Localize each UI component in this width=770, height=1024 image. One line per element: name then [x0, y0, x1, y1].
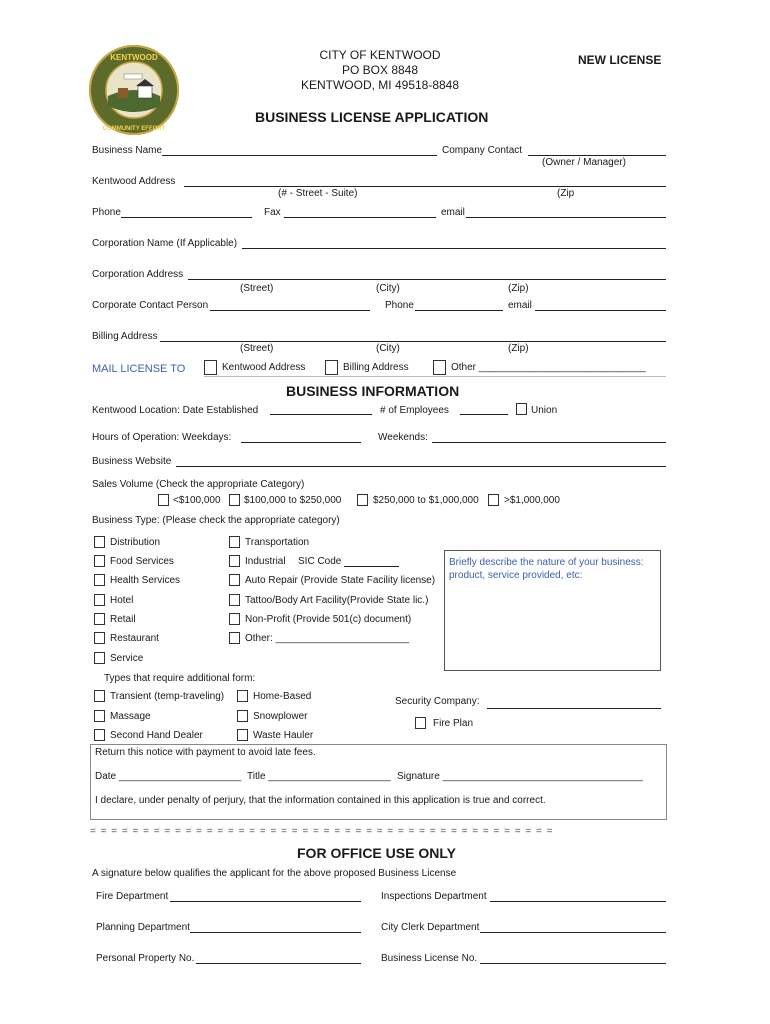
corporate-contact-field[interactable] — [210, 310, 370, 311]
mail-billing-checkbox[interactable] — [325, 360, 338, 375]
signature-field[interactable]: Signature ____________________________________ — [397, 771, 643, 782]
inspections-field[interactable] — [490, 901, 666, 902]
corporation-name-label: Corporation Name (If Applicable) — [92, 238, 238, 249]
city-clerk-label: City Clerk Department — [381, 922, 480, 933]
type-hotel-label: Hotel — [110, 595, 134, 606]
sic-code-field[interactable] — [344, 566, 399, 567]
type-transportation-checkbox[interactable] — [229, 536, 240, 548]
corporation-address-field[interactable] — [188, 279, 666, 280]
type-other-checkbox[interactable] — [229, 632, 240, 644]
mail-options-rule — [204, 376, 666, 377]
home-based-label: Home-Based — [253, 691, 312, 702]
type-restaurant-checkbox[interactable] — [94, 632, 105, 644]
phone-label: Phone — [92, 207, 121, 218]
massage-checkbox[interactable] — [94, 710, 105, 722]
union-checkbox[interactable] — [516, 403, 527, 415]
phone-label-2: Phone — [385, 300, 414, 311]
inspections-label: Inspections Department — [381, 891, 487, 902]
type-retail-label: Retail — [110, 614, 136, 625]
personal-property-field[interactable] — [196, 963, 361, 964]
type-transportation-label: Transportation — [245, 537, 310, 548]
corporation-address-label: Corporation Address — [92, 269, 184, 280]
owner-manager-hint: (Owner / Manager) — [542, 157, 626, 168]
type-non-profit-label: Non-Profit (Provide 501(c) document) — [245, 614, 412, 625]
website-label: Business Website — [92, 456, 172, 467]
zip-hint-2: (Zip) — [508, 283, 529, 294]
city-hint-2: (City) — [376, 343, 400, 354]
street-hint: (Street) — [240, 283, 274, 294]
signature-date-field[interactable]: Date ______________________ — [95, 771, 242, 782]
type-industrial-checkbox[interactable] — [229, 555, 240, 567]
fire-plan-checkbox[interactable] — [415, 717, 426, 729]
sales-volume-label: Sales Volume (Check the appropriate Category) — [92, 479, 305, 490]
snowplower-label: Snowplower — [253, 711, 308, 722]
sales-over-1m-checkbox[interactable] — [488, 494, 499, 506]
employees-label: # of Employees — [380, 405, 449, 416]
city-name: CITY OF KENTWOOD — [319, 48, 441, 62]
planning-field[interactable] — [190, 932, 361, 933]
type-food-services-label: Food Services — [110, 556, 174, 567]
business-type-label: Business Type: (Please check the appropriate category) — [92, 515, 340, 526]
mail-kentwood-label: Kentwood Address — [222, 362, 306, 373]
additional-form-label: Types that require additional form: — [104, 673, 256, 684]
type-auto-repair-label: Auto Repair (Provide State Facility license) — [245, 575, 436, 586]
snowplower-checkbox[interactable] — [237, 710, 248, 722]
transient-checkbox[interactable] — [94, 690, 105, 702]
type-other-label: Other: ________________________ — [245, 633, 410, 644]
type-health-services-label: Health Services — [110, 575, 181, 586]
business-info-heading: BUSINESS INFORMATION — [286, 383, 460, 399]
office-use-heading: FOR OFFICE USE ONLY — [297, 845, 456, 861]
mail-license-to-label: MAIL LICENSE TO — [92, 363, 186, 375]
type-auto-repair-checkbox[interactable] — [229, 574, 240, 586]
type-industrial-label: Industrial — [245, 556, 286, 567]
second-hand-label: Second Hand Dealer — [110, 730, 203, 741]
employees-field[interactable] — [460, 414, 508, 415]
billing-address-label: Billing Address — [92, 331, 158, 342]
sales-250k-1m-checkbox[interactable] — [357, 494, 368, 506]
corporation-name-field[interactable] — [242, 248, 666, 249]
type-tattoo-checkbox[interactable] — [229, 594, 240, 606]
weekends-label: Weekends: — [378, 432, 428, 443]
sales-over-1m-label: >$1,000,000 — [504, 495, 560, 506]
zip-hint-3: (Zip) — [508, 343, 529, 354]
sales-100k-250k-label: $100,000 to $250,000 — [244, 495, 342, 506]
type-retail-checkbox[interactable] — [94, 613, 105, 625]
phone-field[interactable] — [121, 217, 252, 218]
website-field[interactable] — [176, 466, 666, 467]
phone-field-2[interactable] — [415, 310, 503, 311]
kentwood-address-label: Kentwood Address — [92, 176, 176, 187]
waste-hauler-label: Waste Hauler — [253, 730, 314, 741]
type-restaurant-label: Restaurant — [110, 633, 159, 644]
zip-hint: (Zip — [557, 188, 575, 199]
sales-250k-1m-label: $250,000 to $1,000,000 — [373, 495, 479, 506]
security-company-label: Security Company: — [395, 696, 480, 707]
company-contact-label: Company Contact — [442, 145, 523, 156]
signature-title-field[interactable]: Title ______________________ — [247, 771, 391, 782]
fire-department-field[interactable] — [170, 901, 361, 902]
sales-under-100k-label: <$100,000 — [173, 495, 221, 506]
fire-plan-label: Fire Plan — [433, 718, 474, 729]
union-label: Union — [531, 405, 558, 416]
new-license-label: NEW LICENSE — [578, 53, 662, 67]
date-established-label: Kentwood Location: Date Established — [92, 405, 259, 416]
sales-100k-250k-checkbox[interactable] — [229, 494, 240, 506]
business-description-box[interactable] — [444, 550, 661, 671]
license-number-label: Business License No. — [381, 953, 478, 964]
email-label: email — [441, 207, 465, 218]
security-company-field[interactable] — [487, 708, 661, 709]
return-notice: Return this notice with payment to avoid late fees. — [95, 747, 316, 758]
po-box: PO BOX 8848 — [341, 63, 419, 77]
mail-kentwood-checkbox[interactable] — [204, 360, 217, 375]
perjury-declaration: I declare, under penalty of perjury, that the information contained in this application is true and correct. — [95, 795, 546, 806]
office-separator: = = = = = = = = = = = = = = = = = = = = = = = = = = = = = = = = = = = = = = = = = = = = — [90, 826, 554, 837]
type-service-checkbox[interactable] — [94, 652, 105, 664]
weekends-field[interactable] — [432, 442, 666, 443]
page-title: BUSINESS LICENSE APPLICATION — [255, 109, 489, 125]
kentwood-address-field[interactable] — [184, 186, 666, 187]
date-established-field[interactable] — [270, 414, 372, 415]
email-field-2[interactable] — [535, 310, 666, 311]
signature-box — [90, 744, 667, 820]
type-non-profit-checkbox[interactable] — [229, 613, 240, 625]
office-note: A signature below qualifies the applicant for the above proposed Business License — [92, 868, 457, 879]
waste-hauler-checkbox[interactable] — [237, 729, 248, 741]
city-state-zip: KENTWOOD, MI 49518-8848 — [300, 78, 460, 92]
svg-text:KENTWOOD: KENTWOOD — [110, 53, 158, 62]
mail-other-label: Other ______________________________ — [451, 362, 646, 373]
type-food-services-checkbox[interactable] — [94, 555, 105, 567]
sic-code-label: SIC Code — [298, 556, 342, 567]
type-tattoo-label: Tattoo/Body Art Facility(Provide State lic.) — [245, 595, 429, 606]
corporate-contact-label: Corporate Contact Person — [92, 300, 209, 311]
fax-label: Fax — [264, 207, 281, 218]
massage-label: Massage — [110, 711, 151, 722]
second-hand-checkbox[interactable] — [94, 729, 105, 741]
license-number-field[interactable] — [480, 963, 666, 964]
business-name-label: Business Name — [92, 145, 163, 156]
fire-department-label: Fire Department — [96, 891, 169, 902]
city-seal-logo — [88, 44, 180, 136]
sales-under-100k-checkbox[interactable] — [158, 494, 169, 506]
type-health-services-checkbox[interactable] — [94, 574, 105, 586]
fax-field[interactable] — [284, 217, 436, 218]
home-based-checkbox[interactable] — [237, 690, 248, 702]
business-name-field[interactable] — [162, 155, 437, 156]
type-hotel-checkbox[interactable] — [94, 594, 105, 606]
street-suite-hint: (# - Street - Suite) — [278, 188, 358, 199]
email-label-2: email — [508, 300, 532, 311]
svg-text:COMMUNITY EFFORT: COMMUNITY EFFORT — [102, 126, 166, 132]
personal-property-label: Personal Property No. — [96, 953, 195, 964]
email-field[interactable] — [466, 217, 666, 218]
city-hint: (City) — [376, 283, 400, 294]
type-distribution-label: Distribution — [110, 537, 161, 548]
planning-label: Planning Department — [96, 922, 190, 933]
city-clerk-field[interactable] — [480, 932, 666, 933]
billing-address-field[interactable] — [160, 341, 666, 342]
weekdays-label: Hours of Operation: Weekdays: — [92, 432, 232, 443]
mail-other-checkbox[interactable] — [433, 360, 446, 375]
weekdays-field[interactable] — [241, 442, 361, 443]
mail-billing-label: Billing Address — [343, 362, 409, 373]
transient-label: Transient (temp-traveling) — [110, 691, 225, 702]
type-distribution-checkbox[interactable] — [94, 536, 105, 548]
business-description-hint: Briefly describe the nature of your business: product, service provided, etc: — [449, 557, 644, 581]
company-contact-field[interactable] — [528, 155, 666, 156]
street-hint-2: (Street) — [240, 343, 274, 354]
type-service-label: Service — [110, 653, 144, 664]
